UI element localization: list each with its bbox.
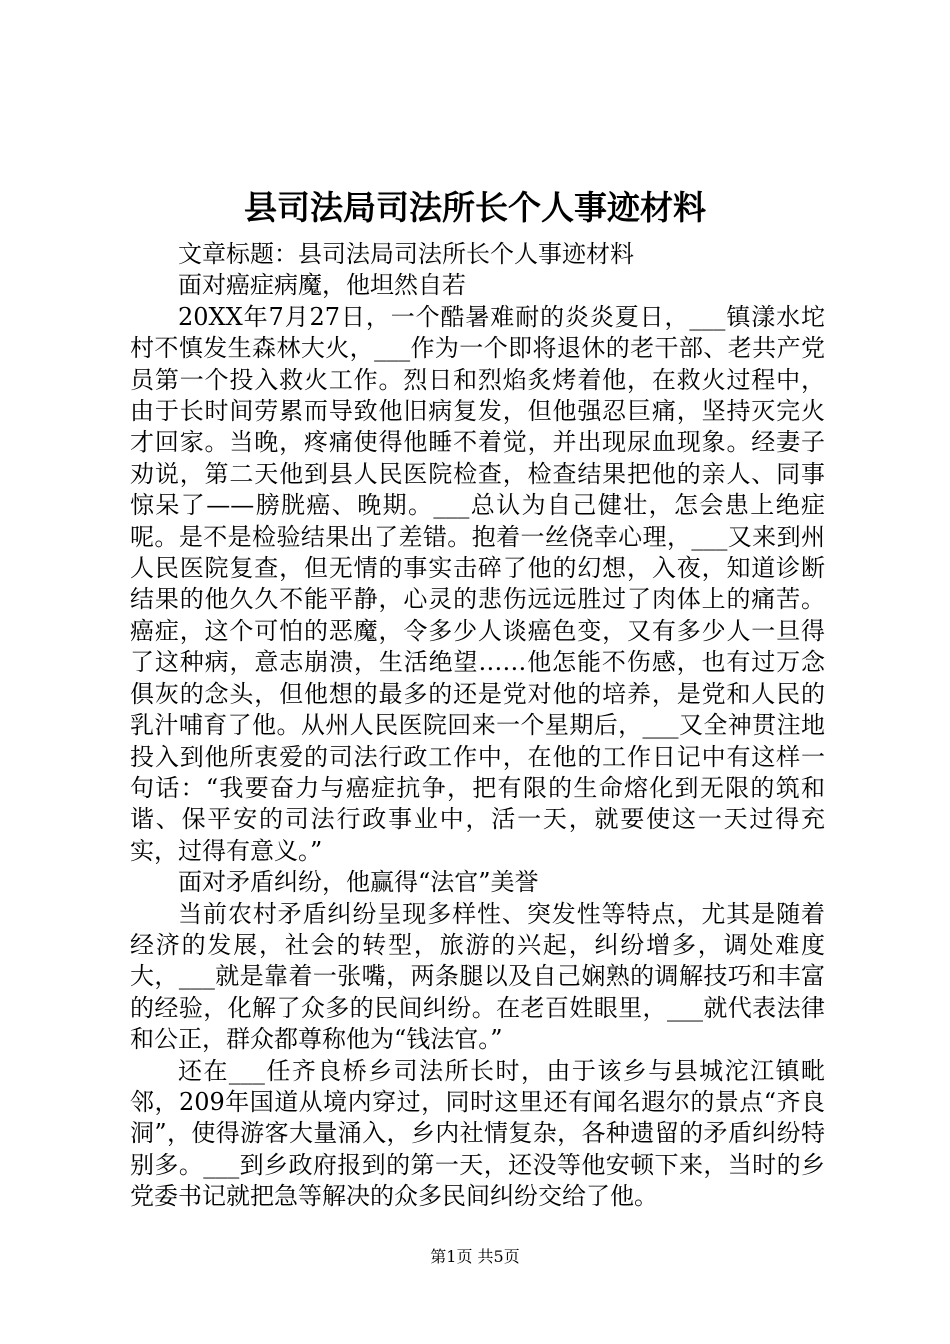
article-title-line: 文章标题：县司法局司法所长个人事迹材料 [178, 240, 634, 268]
document-title: 县司法局司法所长个人事迹材料 [244, 188, 706, 227]
section-heading: 面对矛盾纠纷，他赢得“法官”美誉 [178, 868, 539, 897]
page-number-footer: 第1页 共5页 [430, 1247, 520, 1266]
section-heading: 面对癌症病魔，他坦然自若 [178, 271, 466, 300]
document-body [130, 239, 825, 1213]
body-paragraph: 还在___任齐良桥乡司法所长时，由于该乡与县城沱江镇毗邻，209年国道从境内穿过，同时这里还有闻名遐尔的景点“齐良洞”，使得游客大量涌入，乡内社情复杂，各种遗留的矛盾纠纷特别多。___到乡政府报到的第一天，还没等他安顿下来，当时的乡党委书记就把急等解决的众多民间纠纷交给了他。 [130, 1056, 825, 1211]
body-paragraph: 20XX年7月27日，一个酷暑难耐的炎炎夏日，___镇漾水坨村不慎发生森林大火，___作为一个即将退休的老干部、老共产党员第一个投入救火工作。烈日和烈焰炙烤着他，在救火过程中，由于长时间劳累而导致他旧病复发，但他强忍巨痛，坚持灭完火才回家。当晚，疼痛使得他睡不着觉，并出现尿血现象。经妻子劝说，第二天他到县人民医院检查，检查结果把他的亲人、同事惊呆了——膀胱癌、晚期。___总认为自己健壮，怎会患上绝症呢。是不是检验结果出了差错。抱着一丝侥幸心理，___又来到州人民医院复查，但无情的事实击碎了他的幻想，入夜，知道诊断结果的他久久不能平静，心灵的悲伤远远胜过了肉体上的痛苦。癌症，这个可怕的恶魔，令多少人谈癌色变，又有多少人一旦得了这种病，意志崩溃，生活绝望……他怎能不伤感，也有过万念俱灰的念头，但他想的最多的还是党对他的培养，是党和人民的乳汁哺育了他。从州人民医院回来一个星期后，___又全神贯注地投入到他所衷爱的司法行政工作中，在他的工作日记中有这样一句话：“我要奋力与癌症抗争，把有限的生命熔化到无限的筑和谐、保平安的司法行政事业中，活一天，就要使这一天过得充实，过得有意义。” [130, 302, 825, 865]
body-paragraph: 当前农村矛盾纠纷呈现多样性、突发性等特点，尤其是随着经济的发展，社会的转型，旅游的兴起，纠纷增多，调处难度大，___就是靠着一张嘴，两条腿以及自己娴熟的调解技巧和丰富的经验，化解了众多的民间纠纷。在老百姓眼里，___就代表法律和公正，群众都尊称他为“钱法官。” [130, 899, 825, 1054]
